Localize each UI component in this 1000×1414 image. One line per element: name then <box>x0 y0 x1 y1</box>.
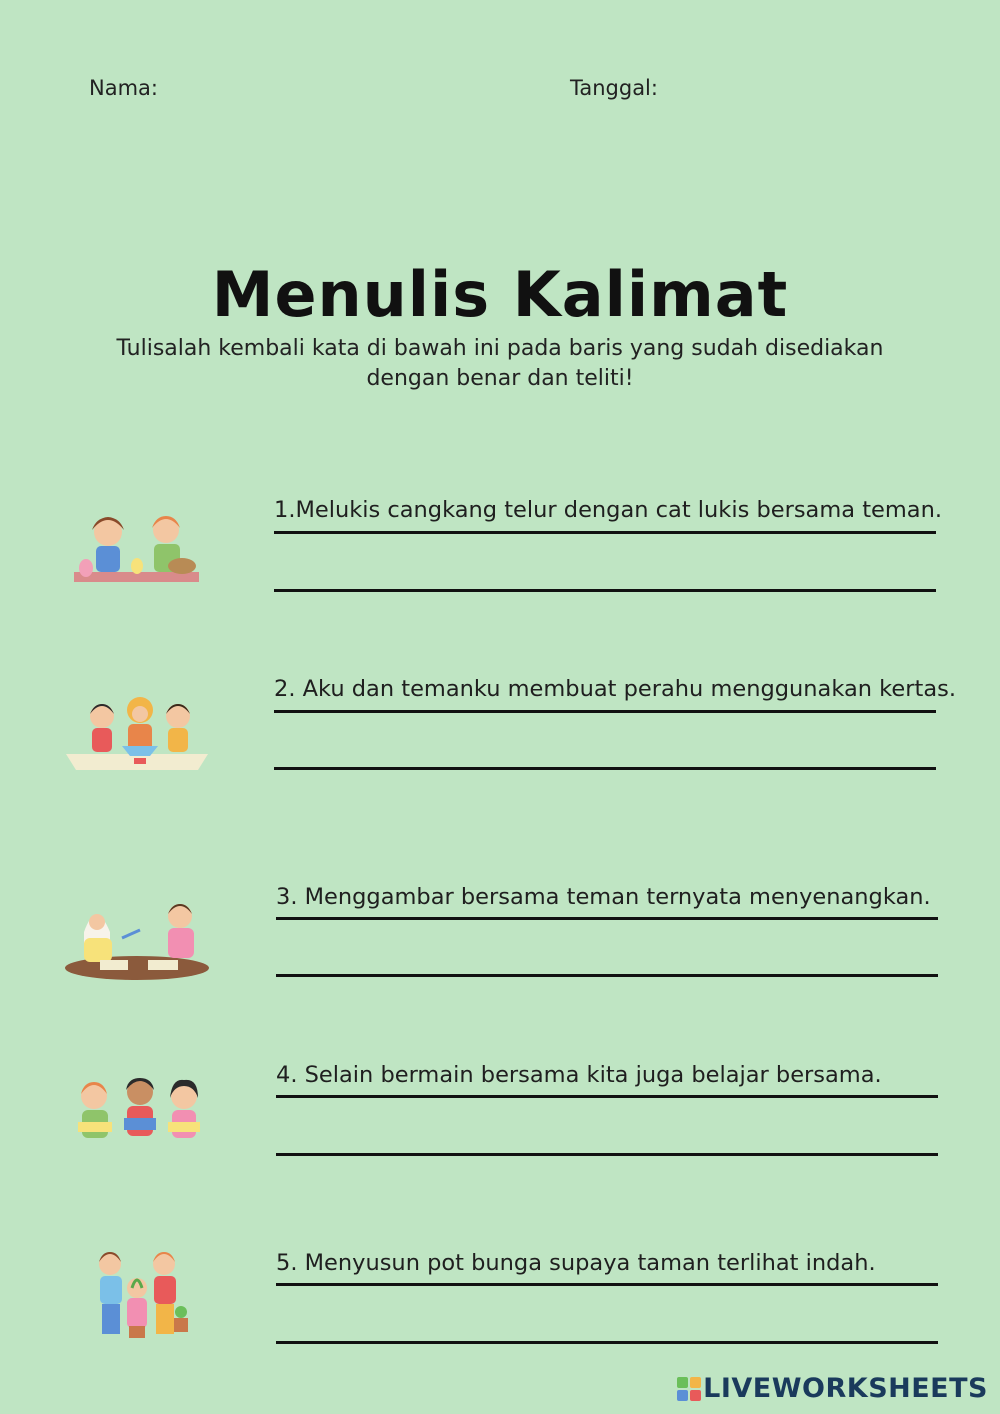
sentence-text-2: 2. Aku dan temanku membuat perahu menggunakan kertas. <box>274 676 956 702</box>
sentence-text-3: 3. Menggambar bersama teman ternyata menyenangkan. <box>276 884 931 910</box>
instruction-text: Tulisalah kembali kata di bawah ini pada baris yang sudah disediakan dengan benar dan teliti! <box>116 336 884 391</box>
date-label: Tanggal: <box>570 76 658 100</box>
answer-line-3a[interactable] <box>276 917 938 920</box>
exercise-item-4 <box>0 1056 1000 1196</box>
exercise-item-5 <box>0 1244 1000 1384</box>
brand-name: LIVEWORKSHEETS <box>703 1373 988 1404</box>
answer-line-1a[interactable] <box>274 531 936 534</box>
exercise-item-3 <box>0 878 1000 1018</box>
kids-drawing-illustration <box>62 892 212 992</box>
exercise-item-2 <box>0 668 1000 808</box>
sentence-text-4: 4. Selain bermain bersama kita juga belajar bersama. <box>276 1062 882 1088</box>
kids-flower-pots-illustration <box>62 1248 212 1348</box>
liveworksheets-logo-icon <box>677 1377 701 1401</box>
answer-line-3b[interactable] <box>276 974 938 977</box>
kids-paper-boat-illustration <box>62 684 212 784</box>
name-label: Nama: <box>89 76 158 100</box>
answer-line-5b[interactable] <box>276 1341 938 1344</box>
answer-line-1b[interactable] <box>274 589 936 592</box>
footer-brand[interactable] <box>677 1373 988 1404</box>
sentence-text-5: 5. Menyusun pot bunga supaya taman terlihat indah. <box>276 1250 876 1276</box>
kids-painting-eggs-illustration <box>62 502 212 602</box>
page-title: Menulis Kalimat <box>211 258 789 331</box>
answer-line-5a[interactable] <box>276 1283 938 1286</box>
answer-line-2b[interactable] <box>274 767 936 770</box>
answer-line-4a[interactable] <box>276 1095 938 1098</box>
answer-line-2a[interactable] <box>274 710 936 713</box>
sentence-text-1: 1.Melukis cangkang telur dengan cat lukis bersama teman. <box>274 497 942 523</box>
answer-line-4b[interactable] <box>276 1153 938 1156</box>
kids-reading-illustration <box>62 1072 212 1172</box>
exercise-item-1 <box>0 490 1000 630</box>
